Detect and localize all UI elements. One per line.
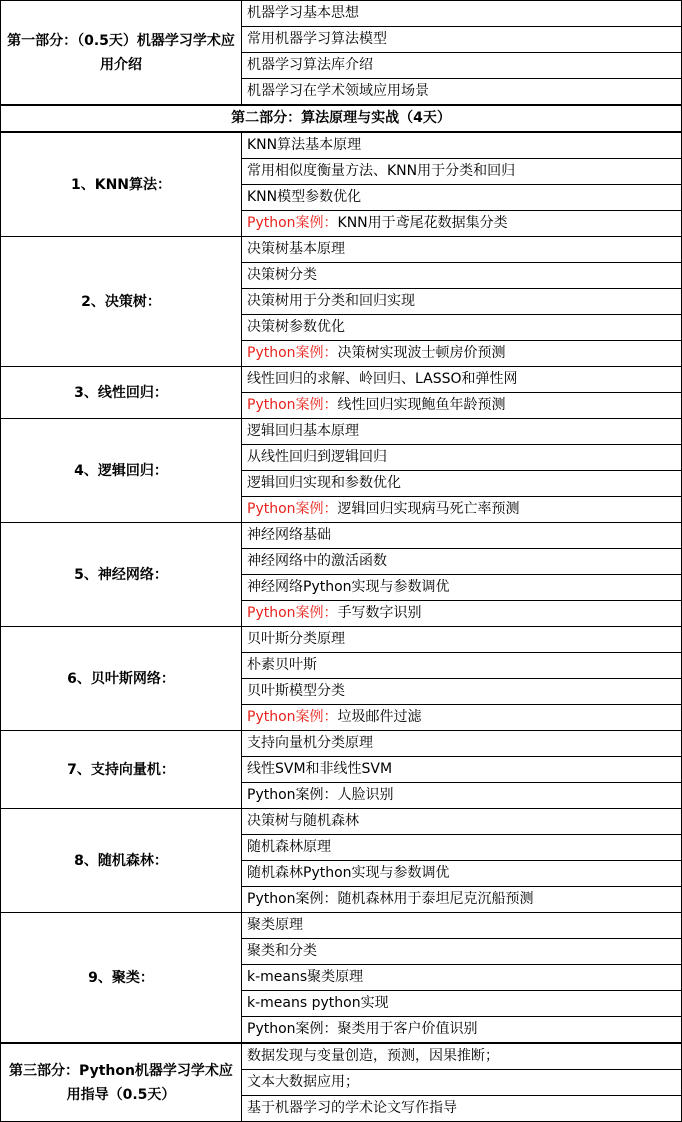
topic-text: 线性回归的求解、岭回归、LASSO和弹性网 [247,371,518,387]
topic-cell [242,1043,682,1070]
topic-text: 逻辑回归实现和参数优化 [247,475,401,491]
topic-cell [242,341,682,367]
python-case-label: Python案例： [247,709,338,725]
module-title: 第一部分：（0.5天）机器学习学术应用介绍 [1,1,242,106]
topic-text: 贝叶斯模型分类 [247,683,345,699]
topic-cell [242,731,682,757]
topic-text: 神经网络Python实现与参数调优 [247,579,450,595]
topic-text: 机器学习基本思想 [247,5,359,21]
topic-cell [242,27,682,53]
topic-cell [242,965,682,991]
topic-text: Python案例：聚类用于客户价值识别 [247,1021,478,1037]
outline-row [1,731,682,757]
python-case-label: Python案例： [247,605,338,621]
topic-cell [242,861,682,887]
topic-cell [242,757,682,783]
topic-cell [242,263,682,289]
module-title: 5、神经网络： [1,523,242,627]
module-title: 2、决策树： [1,237,242,367]
section-heading: 第二部分：算法原理与实战（4天） [1,105,682,132]
module-title: 9、聚类： [1,913,242,1044]
topic-cell [242,601,682,627]
topic-text: 从线性回归到逻辑回归 [247,449,387,465]
topic-text: k-means聚类原理 [247,969,364,985]
topic-cell [242,79,682,106]
topic-text: 聚类原理 [247,917,303,933]
topic-text: 常用机器学习算法模型 [247,31,387,47]
topic-text: 支持向量机分类原理 [247,735,373,751]
python-case-label: Python案例： [247,345,338,361]
topic-cell [242,653,682,679]
topic-cell [242,419,682,445]
topic-text: 聚类和分类 [247,943,317,959]
topic-cell [242,809,682,835]
topic-text: 决策树用于分类和回归实现 [247,293,415,309]
module-title: 4、逻辑回归： [1,419,242,523]
topic-cell [242,185,682,211]
topic-text: 决策树参数优化 [247,319,345,335]
topic-cell [242,159,682,185]
module-title: 7、支持向量机： [1,731,242,809]
topic-cell [242,53,682,79]
topic-cell [242,783,682,809]
section-row [1,105,682,132]
topic-cell [242,1,682,27]
topic-text: 随机森林Python实现与参数调优 [247,865,450,881]
course-outline-body [1,1,682,1122]
topic-text: Python案例：人脸识别 [247,787,394,803]
topic-cell [242,835,682,861]
topic-cell [242,575,682,601]
topic-text: KNN模型参数优化 [247,189,362,205]
topic-cell [242,289,682,315]
topic-text: 决策树实现波士顿房价预测 [337,345,506,361]
topic-cell [242,237,682,263]
topic-text: 神经网络基础 [247,527,331,543]
topic-text: 朴素贝叶斯 [247,657,317,673]
outline-row [1,367,682,393]
topic-cell [242,1070,682,1096]
topic-text: k-means python实现 [247,995,389,1011]
topic-cell [242,497,682,523]
topic-cell [242,887,682,913]
outline-row [1,627,682,653]
topic-text: 决策树与随机森林 [247,813,359,829]
topic-text: 垃圾邮件过滤 [337,709,422,725]
python-case-label: Python案例： [247,397,338,413]
topic-text: 决策树分类 [247,267,317,283]
topic-text: 决策树基本原理 [247,241,345,257]
topic-text: 贝叶斯分类原理 [247,631,345,647]
module-title: 1、KNN算法： [1,132,242,237]
topic-text: 基于机器学习的学术论文写作指导 [247,1100,457,1116]
topic-text: 机器学习在学术领域应用场景 [247,83,429,99]
topic-text: Python案例：随机森林用于泰坦尼克沉船预测 [247,891,534,907]
topic-text: 线性SVM和非线性SVM [247,761,393,777]
topic-text: KNN算法基本原理 [247,137,362,153]
topic-text: 线性回归实现鲍鱼年龄预测 [337,397,506,413]
outline-row [1,1043,682,1070]
topic-text: 逻辑回归基本原理 [247,423,359,439]
topic-cell [242,913,682,939]
outline-row [1,913,682,939]
topic-cell [242,523,682,549]
topic-cell [242,471,682,497]
topic-cell [242,211,682,237]
topic-text: 手写数字识别 [337,605,422,621]
topic-cell [242,1096,682,1122]
topic-text: KNN用于鸢尾花数据集分类 [337,215,508,231]
topic-cell [242,367,682,393]
module-title: 8、随机森林： [1,809,242,913]
topic-text: 神经网络中的激活函数 [247,553,387,569]
topic-cell [242,315,682,341]
topic-text: 数据发现与变量创造，预测，因果推断； [247,1048,499,1064]
topic-cell [242,1017,682,1044]
topic-cell [242,939,682,965]
topic-cell [242,679,682,705]
topic-cell [242,549,682,575]
outline-row [1,132,682,159]
module-title: 第三部分：Python机器学习学术应用指导（0.5天） [1,1043,242,1122]
topic-text: 机器学习算法库介绍 [247,57,373,73]
topic-cell [242,991,682,1017]
outline-row [1,523,682,549]
topic-cell [242,627,682,653]
module-title: 6、贝叶斯网络： [1,627,242,731]
python-case-label: Python案例： [247,215,338,231]
module-title: 3、线性回归： [1,367,242,419]
outline-row [1,809,682,835]
outline-row [1,237,682,263]
outline-row [1,1,682,27]
topic-cell [242,393,682,419]
topic-cell [242,445,682,471]
outline-row [1,419,682,445]
topic-cell [242,705,682,731]
python-case-label: Python案例： [247,501,338,517]
topic-text: 逻辑回归实现病马死亡率预测 [337,501,520,517]
topic-text: 文本大数据应用； [247,1074,359,1090]
topic-text: 随机森林原理 [247,839,331,855]
topic-cell [242,132,682,159]
topic-text: 常用相似度衡量方法、KNN用于分类和回归 [247,163,516,179]
